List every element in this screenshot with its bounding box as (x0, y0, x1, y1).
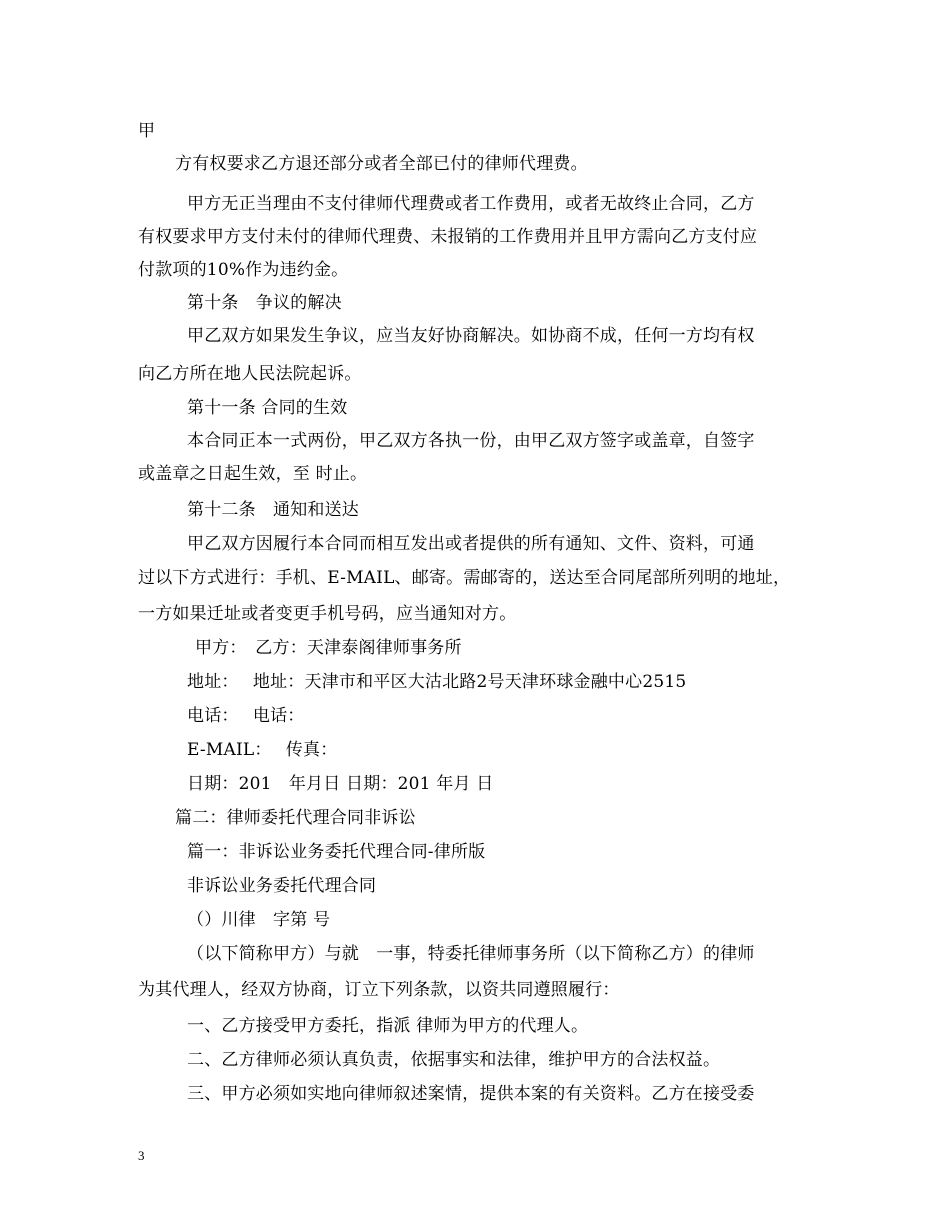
text-line: 三、甲方必须如实地向律师叙述案情，提供本案的有关资料。乙方在接受委 (187, 1084, 755, 1104)
signature-line: E-MAIL： 传真： (187, 740, 338, 760)
text-line: 向乙方所在地人民法院起诉。 (138, 364, 362, 384)
section-heading: 第十条 争议的解决 (187, 293, 342, 313)
text-line: 二、乙方律师必须认真负责，依据事实和法律，维护甲方的合法权益。 (187, 1050, 721, 1070)
signature-line: 电话： 电话： (187, 706, 305, 726)
text-line: 甲 (138, 121, 156, 141)
text-line: 付款项的10%作为违约金。 (138, 260, 349, 280)
page-number: 3 (138, 1148, 145, 1163)
text-line: 一、乙方接受甲方委托，指派 律师为甲方的代理人。 (187, 1016, 589, 1036)
signature-line: 日期：201 年月日 日期：201 年月 日 (187, 774, 494, 794)
document-title: 非诉讼业务委托代理合同 (187, 876, 377, 896)
text-line: 过以下方式进行：手机、E-MAIL、邮寄。需邮寄的，送达至合同尾部所列明的地址， (138, 568, 791, 588)
signature-line: 地址： 地址：天津市和平区大沽北路2号天津环球金融中心2515 (187, 672, 687, 692)
text-line: 甲方无正当理由不支付律师代理费或者工作费用，或者无故终止合同，乙方 (187, 194, 755, 214)
section-heading: 篇二：律师委托代理合同非诉讼 (175, 808, 416, 828)
text-line: （以下简称甲方）与就 一事，特委托律师事务所（以下简称乙方）的律师 (187, 944, 755, 964)
text-line: 为其代理人，经双方协商，订立下列条款，以资共同遵照履行： (138, 980, 620, 1000)
signature-line: 甲方： 乙方：天津泰阁律师事务所 (195, 638, 462, 658)
text-line: 方有权要求乙方退还部分或者全部已付的律师代理费。 (175, 154, 588, 174)
section-heading: 第十二条 通知和送达 (187, 500, 359, 520)
text-line: 一方如果迁址或者变更手机号码，应当通知对方。 (138, 604, 517, 624)
section-heading: 篇一：非诉讼业务委托代理合同-律所版 (187, 842, 486, 862)
text-line: 甲乙双方因履行本合同而相互发出或者提供的所有通知、文件、资料，可通 (187, 534, 755, 554)
text-line: 甲乙双方如果发生争议，应当友好协商解决。如协商不成，任何一方均有权 (187, 326, 755, 346)
text-line: 有权要求甲方支付未付的律师代理费、未报销的工作费用并且甲方需向乙方支付应 (138, 227, 758, 247)
text-line: （）川律 字第 号 (187, 910, 331, 930)
text-line: 或盖章之日起生效，至 时止。 (138, 464, 368, 484)
section-heading: 第十一条 合同的生效 (187, 398, 348, 418)
text-line: 本合同正本一式两份，甲乙双方各执一份，由甲乙双方签字或盖章，自签字 (187, 431, 755, 451)
